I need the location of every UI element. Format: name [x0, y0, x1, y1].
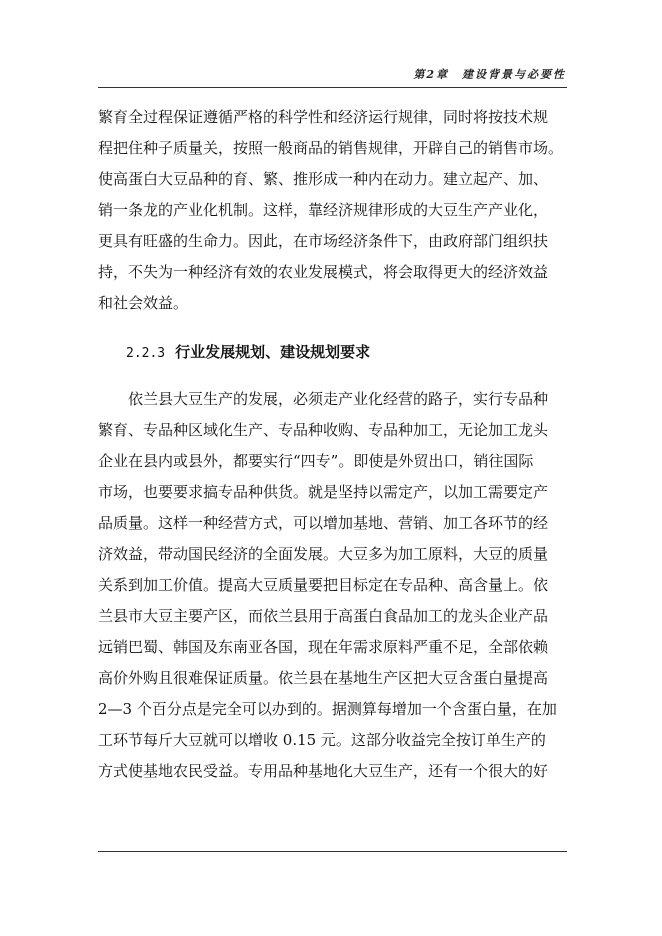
paragraph-1: [98, 102, 568, 319]
text-line: 更具有旺盛的生命力。因此，在市场经济条件下，由政府部门组织扶: [98, 232, 549, 250]
text-line: 高价外购且很难保证质量。依兰县在基地生产区把大豆含蛋白量提高: [98, 669, 549, 687]
footer-rule: [98, 851, 567, 852]
section-heading: [98, 337, 568, 368]
text-line: 关系到加工价值。提高大豆质量要把目标定在专品种、高含量上。依: [98, 576, 549, 594]
text-line: 使高蛋白大豆品种的育、繁、推形成一种内在动力。建立起产、加、: [98, 170, 549, 188]
page-body: [98, 102, 568, 787]
text-line: 依兰县大豆生产的发展，必须走产业化经营的路子，实行专品种: [128, 390, 549, 408]
section-number: 2.2.3: [126, 346, 166, 361]
text-line: 市场，也要要求搞专品种供货。就是坚持以需定产，以加工需要定产: [98, 483, 549, 501]
text-line: 2—3 个百分点是完全可以办到的。据测算每增加一个含蛋白量，在加: [98, 700, 557, 718]
text-line: 远销巴蜀、韩国及东南亚各国，现在年需求原料严重不足，全部依赖: [98, 638, 549, 656]
text-line: 济效益，带动国民经济的全面发展。大豆多为加工原料，大豆的质量: [98, 545, 549, 563]
section-title: 行业发展规划、建设规划要求: [175, 343, 371, 361]
text-line: 和社会效益。: [98, 294, 189, 312]
text-line: 持，不失为一种经济有效的农业发展模式，将会取得更大的经济效益: [98, 263, 549, 281]
text-line: 品质量。这样一种经营方式，可以增加基地、营销、加工各环节的经: [98, 514, 549, 532]
text-line: 工环节每斤大豆就可以增收 0.15 元。这部分收益完全按订单生产的: [98, 731, 546, 749]
text-line: 兰县市大豆主要产区，而依兰县用于高蛋白食品加工的龙头企业产品: [98, 607, 549, 625]
paragraph-2: [98, 384, 568, 787]
text-line: 繁育、专品种区域化生产、专品种收购、专品种加工，无论加工龙头: [98, 421, 549, 439]
header-rule: [98, 87, 567, 88]
text-line: 企业在县内或县外，都要实行“四专”。即使是外贸出口，销往国际: [98, 452, 534, 470]
text-line: 繁育全过程保证遵循严格的科学性和经济运行规律，同时将按技术规: [98, 108, 549, 126]
text-line: 方式使基地农民受益。专用品种基地化大豆生产，还有一个很大的好: [98, 762, 549, 780]
text-line: 程把住种子质量关，按照一般商品的销售规律，开辟自己的销售市场。: [98, 139, 564, 157]
text-line: 销一条龙的产业化机制。这样，靠经济规律形成的大豆生产产业化，: [98, 201, 549, 219]
running-header: 第2章 建设背景与必要性: [413, 68, 566, 81]
